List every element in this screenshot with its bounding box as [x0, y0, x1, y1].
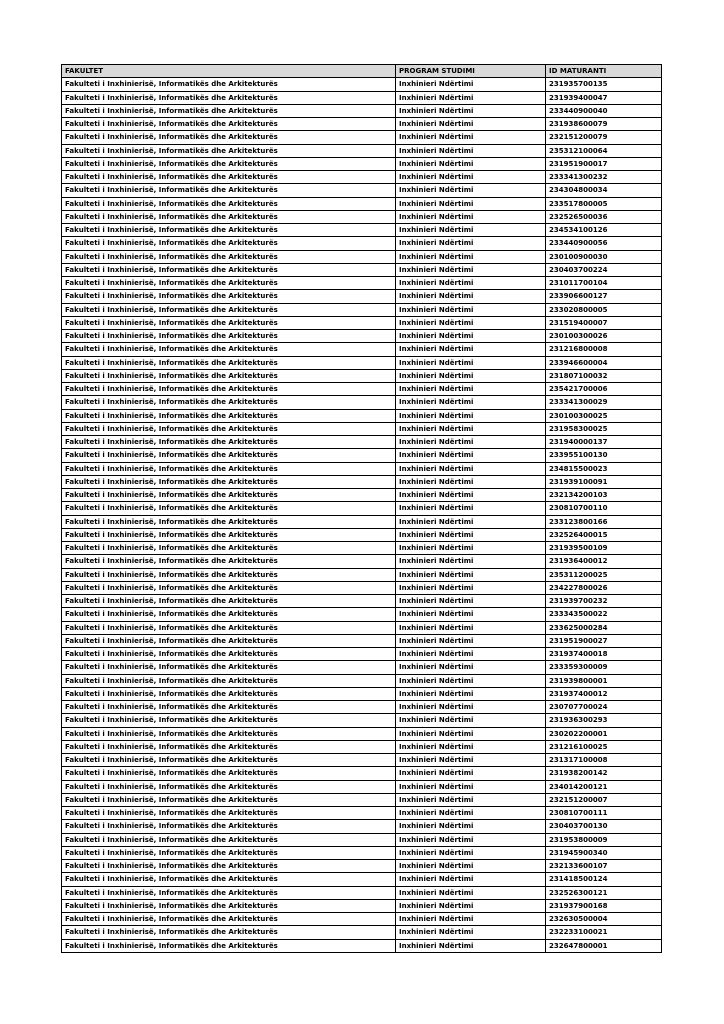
id-cell: 234815500023	[546, 462, 662, 475]
faculty-cell: Fakulteti i Inxhinierisë, Informatikës dhe Arkitekturës	[62, 422, 396, 435]
faculty-cell: Fakulteti i Inxhinierisë, Informatikës dhe Arkitekturës	[62, 833, 396, 846]
program-cell: Inxhinieri Ndërtimi	[396, 886, 546, 899]
table-row	[62, 356, 662, 369]
faculty-cell: Fakulteti i Inxhinierisë, Informatikës dhe Arkitekturës	[62, 489, 396, 502]
program-cell: Inxhinieri Ndërtimi	[396, 714, 546, 727]
table-row	[62, 754, 662, 767]
program-cell: Inxhinieri Ndërtimi	[396, 277, 546, 290]
program-cell: Inxhinieri Ndërtimi	[396, 621, 546, 634]
program-cell: Inxhinieri Ndërtimi	[396, 184, 546, 197]
program-cell: Inxhinieri Ndërtimi	[396, 542, 546, 555]
faculty-cell: Fakulteti i Inxhinierisë, Informatikës dhe Arkitekturës	[62, 860, 396, 873]
faculty-cell: Fakulteti i Inxhinierisë, Informatikës dhe Arkitekturës	[62, 197, 396, 210]
table-row	[62, 91, 662, 104]
program-cell: Inxhinieri Ndërtimi	[396, 422, 546, 435]
program-cell: Inxhinieri Ndërtimi	[396, 807, 546, 820]
program-cell: Inxhinieri Ndërtimi	[396, 118, 546, 131]
table-row	[62, 489, 662, 502]
program-cell: Inxhinieri Ndërtimi	[396, 104, 546, 117]
program-cell: Inxhinieri Ndërtimi	[396, 555, 546, 568]
id-cell: 233020800005	[546, 303, 662, 316]
program-cell: Inxhinieri Ndërtimi	[396, 343, 546, 356]
table-row	[62, 886, 662, 899]
id-cell: 232134200103	[546, 489, 662, 502]
table-row	[62, 873, 662, 886]
faculty-cell: Fakulteti i Inxhinierisë, Informatikës dhe Arkitekturës	[62, 846, 396, 859]
faculty-cell: Fakulteti i Inxhinierisë, Informatikës dhe Arkitekturës	[62, 436, 396, 449]
faculty-cell: Fakulteti i Inxhinierisë, Informatikës dhe Arkitekturës	[62, 687, 396, 700]
id-cell: 231938600079	[546, 118, 662, 131]
table-row	[62, 369, 662, 382]
id-cell: 231945900340	[546, 846, 662, 859]
header-program-studimi: PROGRAM STUDIMI	[396, 65, 546, 78]
table-row	[62, 542, 662, 555]
program-cell: Inxhinieri Ndërtimi	[396, 316, 546, 329]
faculty-cell: Fakulteti i Inxhinierisë, Informatikës dhe Arkitekturës	[62, 621, 396, 634]
program-cell: Inxhinieri Ndërtimi	[396, 754, 546, 767]
id-cell: 231937400012	[546, 687, 662, 700]
table-row	[62, 396, 662, 409]
program-cell: Inxhinieri Ndërtimi	[396, 197, 546, 210]
program-cell: Inxhinieri Ndërtimi	[396, 263, 546, 276]
program-cell: Inxhinieri Ndërtimi	[396, 793, 546, 806]
program-cell: Inxhinieri Ndërtimi	[396, 767, 546, 780]
faculty-cell: Fakulteti i Inxhinierisë, Informatikës dhe Arkitekturës	[62, 396, 396, 409]
id-cell: 231939500109	[546, 542, 662, 555]
id-cell: 232133600107	[546, 860, 662, 873]
program-cell: Inxhinieri Ndërtimi	[396, 648, 546, 661]
id-cell: 230707700024	[546, 701, 662, 714]
id-cell: 231418500124	[546, 873, 662, 886]
program-cell: Inxhinieri Ndërtimi	[396, 873, 546, 886]
id-cell: 231807100032	[546, 369, 662, 382]
faculty-cell: Fakulteti i Inxhinierisë, Informatikës dhe Arkitekturës	[62, 727, 396, 740]
program-cell: Inxhinieri Ndërtimi	[396, 899, 546, 912]
id-cell: 230100300026	[546, 330, 662, 343]
id-cell: 233440900056	[546, 237, 662, 250]
faculty-cell: Fakulteti i Inxhinierisë, Informatikës dhe Arkitekturës	[62, 807, 396, 820]
table-row	[62, 674, 662, 687]
faculty-cell: Fakulteti i Inxhinierisë, Informatikës dhe Arkitekturës	[62, 78, 396, 91]
table-row	[62, 701, 662, 714]
table-row	[62, 648, 662, 661]
id-cell: 232151200007	[546, 793, 662, 806]
program-cell: Inxhinieri Ndërtimi	[396, 528, 546, 541]
id-cell: 231937400018	[546, 648, 662, 661]
id-cell: 233955100130	[546, 449, 662, 462]
faculty-cell: Fakulteti i Inxhinierisë, Informatikës dhe Arkitekturës	[62, 886, 396, 899]
program-cell: Inxhinieri Ndërtimi	[396, 475, 546, 488]
id-cell: 232233100021	[546, 926, 662, 939]
id-cell: 231951900017	[546, 157, 662, 170]
faculty-cell: Fakulteti i Inxhinierisë, Informatikës dhe Arkitekturës	[62, 144, 396, 157]
program-cell: Inxhinieri Ndërtimi	[396, 515, 546, 528]
id-cell: 233517800005	[546, 197, 662, 210]
id-cell: 231939800001	[546, 674, 662, 687]
id-cell: 232647800001	[546, 939, 662, 952]
table-row	[62, 171, 662, 184]
program-cell: Inxhinieri Ndërtimi	[396, 833, 546, 846]
table-row	[62, 184, 662, 197]
id-cell: 234534100126	[546, 224, 662, 237]
id-cell: 231216800008	[546, 343, 662, 356]
id-cell: 235421700006	[546, 383, 662, 396]
faculty-cell: Fakulteti i Inxhinierisë, Informatikës dhe Arkitekturës	[62, 409, 396, 422]
table-row	[62, 833, 662, 846]
table-row	[62, 131, 662, 144]
faculty-cell: Fakulteti i Inxhinierisë, Informatikës dhe Arkitekturës	[62, 714, 396, 727]
id-cell: 233341300029	[546, 396, 662, 409]
id-cell: 234304800034	[546, 184, 662, 197]
table-row	[62, 807, 662, 820]
program-cell: Inxhinieri Ndërtimi	[396, 210, 546, 223]
table-row	[62, 608, 662, 621]
id-cell: 231958300025	[546, 422, 662, 435]
table-row	[62, 422, 662, 435]
program-cell: Inxhinieri Ndërtimi	[396, 396, 546, 409]
faculty-cell: Fakulteti i Inxhinierisë, Informatikës dhe Arkitekturës	[62, 568, 396, 581]
table-row	[62, 144, 662, 157]
id-cell: 230810700111	[546, 807, 662, 820]
table-row	[62, 449, 662, 462]
program-cell: Inxhinieri Ndërtimi	[396, 502, 546, 515]
id-cell: 231937900168	[546, 899, 662, 912]
table-row	[62, 104, 662, 117]
id-cell: 233946600004	[546, 356, 662, 369]
table-row	[62, 634, 662, 647]
id-cell: 234227800026	[546, 581, 662, 594]
id-cell: 230403700224	[546, 263, 662, 276]
id-cell: 231936300293	[546, 714, 662, 727]
faculty-cell: Fakulteti i Inxhinierisë, Informatikës dhe Arkitekturës	[62, 303, 396, 316]
faculty-cell: Fakulteti i Inxhinierisë, Informatikës dhe Arkitekturës	[62, 224, 396, 237]
faculty-cell: Fakulteti i Inxhinierisë, Informatikës dhe Arkitekturës	[62, 356, 396, 369]
program-cell: Inxhinieri Ndërtimi	[396, 157, 546, 170]
table-row	[62, 860, 662, 873]
id-cell: 231953800009	[546, 833, 662, 846]
program-cell: Inxhinieri Ndërtimi	[396, 449, 546, 462]
table-row	[62, 740, 662, 753]
faculty-cell: Fakulteti i Inxhinierisë, Informatikës dhe Arkitekturës	[62, 157, 396, 170]
program-cell: Inxhinieri Ndërtimi	[396, 595, 546, 608]
table-row	[62, 515, 662, 528]
program-cell: Inxhinieri Ndërtimi	[396, 171, 546, 184]
faculty-cell: Fakulteti i Inxhinierisë, Informatikës dhe Arkitekturës	[62, 316, 396, 329]
table-row	[62, 409, 662, 422]
id-cell: 233123800166	[546, 515, 662, 528]
id-cell: 231519400007	[546, 316, 662, 329]
table-row	[62, 939, 662, 952]
id-cell: 233359300009	[546, 661, 662, 674]
program-cell: Inxhinieri Ndërtimi	[396, 568, 546, 581]
id-cell: 231216100025	[546, 740, 662, 753]
table-row	[62, 290, 662, 303]
program-cell: Inxhinieri Ndërtimi	[396, 383, 546, 396]
id-cell: 233625000284	[546, 621, 662, 634]
id-cell: 231011700104	[546, 277, 662, 290]
id-cell: 230403700130	[546, 820, 662, 833]
faculty-cell: Fakulteti i Inxhinierisë, Informatikës dhe Arkitekturës	[62, 475, 396, 488]
program-cell: Inxhinieri Ndërtimi	[396, 780, 546, 793]
table-row	[62, 793, 662, 806]
id-cell: 231317100008	[546, 754, 662, 767]
table-row	[62, 568, 662, 581]
faculty-cell: Fakulteti i Inxhinierisë, Informatikës dhe Arkitekturës	[62, 343, 396, 356]
id-cell: 231951900027	[546, 634, 662, 647]
faculty-cell: Fakulteti i Inxhinierisë, Informatikës dhe Arkitekturës	[62, 581, 396, 594]
header-id-maturanti: ID MATURANTI	[546, 65, 662, 78]
id-cell: 234014200121	[546, 780, 662, 793]
faculty-cell: Fakulteti i Inxhinierisë, Informatikës dhe Arkitekturës	[62, 767, 396, 780]
faculty-cell: Fakulteti i Inxhinierisë, Informatikës dhe Arkitekturës	[62, 118, 396, 131]
table-row	[62, 767, 662, 780]
table-row	[62, 316, 662, 329]
program-cell: Inxhinieri Ndërtimi	[396, 409, 546, 422]
faculty-cell: Fakulteti i Inxhinierisë, Informatikës dhe Arkitekturës	[62, 608, 396, 621]
program-cell: Inxhinieri Ndërtimi	[396, 661, 546, 674]
id-cell: 233341300232	[546, 171, 662, 184]
faculty-cell: Fakulteti i Inxhinierisë, Informatikës dhe Arkitekturës	[62, 383, 396, 396]
program-cell: Inxhinieri Ndërtimi	[396, 608, 546, 621]
program-cell: Inxhinieri Ndërtimi	[396, 939, 546, 952]
program-cell: Inxhinieri Ndërtimi	[396, 91, 546, 104]
table-row	[62, 330, 662, 343]
id-cell: 230100900030	[546, 250, 662, 263]
program-cell: Inxhinieri Ndërtimi	[396, 701, 546, 714]
table-row	[62, 383, 662, 396]
table-row	[62, 237, 662, 250]
id-cell: 231936400012	[546, 555, 662, 568]
table-row	[62, 621, 662, 634]
program-cell: Inxhinieri Ndërtimi	[396, 687, 546, 700]
program-cell: Inxhinieri Ndërtimi	[396, 78, 546, 91]
program-cell: Inxhinieri Ndërtimi	[396, 860, 546, 873]
faculty-cell: Fakulteti i Inxhinierisë, Informatikës dhe Arkitekturës	[62, 913, 396, 926]
table-row	[62, 714, 662, 727]
program-cell: Inxhinieri Ndërtimi	[396, 727, 546, 740]
faculty-cell: Fakulteti i Inxhinierisë, Informatikës dhe Arkitekturës	[62, 648, 396, 661]
program-cell: Inxhinieri Ndërtimi	[396, 131, 546, 144]
faculty-cell: Fakulteti i Inxhinierisë, Informatikës dhe Arkitekturës	[62, 449, 396, 462]
id-cell: 231938200142	[546, 767, 662, 780]
table-row	[62, 926, 662, 939]
faculty-cell: Fakulteti i Inxhinierisë, Informatikës dhe Arkitekturës	[62, 595, 396, 608]
faculty-cell: Fakulteti i Inxhinierisë, Informatikës dhe Arkitekturës	[62, 873, 396, 886]
students-table	[61, 64, 662, 953]
faculty-cell: Fakulteti i Inxhinierisë, Informatikës dhe Arkitekturës	[62, 502, 396, 515]
id-cell: 232151200079	[546, 131, 662, 144]
id-cell: 231940000137	[546, 436, 662, 449]
table-row	[62, 263, 662, 276]
faculty-cell: Fakulteti i Inxhinierisë, Informatikës dhe Arkitekturës	[62, 277, 396, 290]
table-row	[62, 913, 662, 926]
id-cell: 230810700110	[546, 502, 662, 515]
program-cell: Inxhinieri Ndërtimi	[396, 462, 546, 475]
program-cell: Inxhinieri Ndërtimi	[396, 369, 546, 382]
table-row	[62, 78, 662, 91]
faculty-cell: Fakulteti i Inxhinierisë, Informatikës dhe Arkitekturës	[62, 237, 396, 250]
faculty-cell: Fakulteti i Inxhinierisë, Informatikës dhe Arkitekturës	[62, 171, 396, 184]
program-cell: Inxhinieri Ndërtimi	[396, 356, 546, 369]
table-row	[62, 343, 662, 356]
id-cell: 231939100091	[546, 475, 662, 488]
faculty-cell: Fakulteti i Inxhinierisë, Informatikës dhe Arkitekturës	[62, 250, 396, 263]
faculty-cell: Fakulteti i Inxhinierisë, Informatikës dhe Arkitekturës	[62, 939, 396, 952]
faculty-cell: Fakulteti i Inxhinierisë, Informatikës dhe Arkitekturës	[62, 780, 396, 793]
table-row	[62, 528, 662, 541]
id-cell: 232526500036	[546, 210, 662, 223]
table-header-row	[62, 65, 662, 78]
faculty-cell: Fakulteti i Inxhinierisë, Informatikës dhe Arkitekturës	[62, 661, 396, 674]
id-cell: 235312100064	[546, 144, 662, 157]
table-row	[62, 502, 662, 515]
program-cell: Inxhinieri Ndërtimi	[396, 144, 546, 157]
program-cell: Inxhinieri Ndërtimi	[396, 436, 546, 449]
id-cell: 233440900040	[546, 104, 662, 117]
faculty-cell: Fakulteti i Inxhinierisë, Informatikës dhe Arkitekturës	[62, 462, 396, 475]
id-cell: 230100300025	[546, 409, 662, 422]
faculty-cell: Fakulteti i Inxhinierisë, Informatikës dhe Arkitekturës	[62, 515, 396, 528]
id-cell: 231939700232	[546, 595, 662, 608]
id-cell: 233343500022	[546, 608, 662, 621]
faculty-cell: Fakulteti i Inxhinierisë, Informatikës dhe Arkitekturës	[62, 330, 396, 343]
table-row	[62, 210, 662, 223]
table-row	[62, 224, 662, 237]
faculty-cell: Fakulteti i Inxhinierisë, Informatikës dhe Arkitekturës	[62, 926, 396, 939]
program-cell: Inxhinieri Ndërtimi	[396, 290, 546, 303]
header-fakultet: FAKULTET	[62, 65, 396, 78]
table-row	[62, 277, 662, 290]
faculty-cell: Fakulteti i Inxhinierisë, Informatikës dhe Arkitekturës	[62, 555, 396, 568]
table-row	[62, 687, 662, 700]
faculty-cell: Fakulteti i Inxhinierisë, Informatikës dhe Arkitekturës	[62, 740, 396, 753]
program-cell: Inxhinieri Ndërtimi	[396, 926, 546, 939]
program-cell: Inxhinieri Ndërtimi	[396, 224, 546, 237]
id-cell: 235311200025	[546, 568, 662, 581]
faculty-cell: Fakulteti i Inxhinierisë, Informatikës dhe Arkitekturës	[62, 263, 396, 276]
faculty-cell: Fakulteti i Inxhinierisë, Informatikës dhe Arkitekturës	[62, 210, 396, 223]
table-row	[62, 157, 662, 170]
table-row	[62, 727, 662, 740]
faculty-cell: Fakulteti i Inxhinierisë, Informatikës dhe Arkitekturës	[62, 899, 396, 912]
faculty-cell: Fakulteti i Inxhinierisë, Informatikës dhe Arkitekturës	[62, 131, 396, 144]
table-row	[62, 303, 662, 316]
table-row	[62, 595, 662, 608]
program-cell: Inxhinieri Ndërtimi	[396, 846, 546, 859]
program-cell: Inxhinieri Ndërtimi	[396, 674, 546, 687]
faculty-cell: Fakulteti i Inxhinierisë, Informatikës dhe Arkitekturës	[62, 754, 396, 767]
faculty-cell: Fakulteti i Inxhinierisë, Informatikës dhe Arkitekturës	[62, 674, 396, 687]
program-cell: Inxhinieri Ndërtimi	[396, 581, 546, 594]
id-cell: 232526400015	[546, 528, 662, 541]
faculty-cell: Fakulteti i Inxhinierisë, Informatikës dhe Arkitekturës	[62, 369, 396, 382]
id-cell: 232526300121	[546, 886, 662, 899]
table-row	[62, 899, 662, 912]
table-row	[62, 820, 662, 833]
table-row	[62, 197, 662, 210]
program-cell: Inxhinieri Ndërtimi	[396, 740, 546, 753]
id-cell: 233906600127	[546, 290, 662, 303]
faculty-cell: Fakulteti i Inxhinierisë, Informatikës dhe Arkitekturës	[62, 290, 396, 303]
program-cell: Inxhinieri Ndërtimi	[396, 634, 546, 647]
faculty-cell: Fakulteti i Inxhinierisë, Informatikës dhe Arkitekturës	[62, 634, 396, 647]
program-cell: Inxhinieri Ndërtimi	[396, 250, 546, 263]
id-cell: 230202200001	[546, 727, 662, 740]
table-row	[62, 462, 662, 475]
table-row	[62, 780, 662, 793]
table-row	[62, 846, 662, 859]
faculty-cell: Fakulteti i Inxhinierisë, Informatikës dhe Arkitekturës	[62, 793, 396, 806]
table-row	[62, 118, 662, 131]
table-row	[62, 661, 662, 674]
faculty-cell: Fakulteti i Inxhinierisë, Informatikës dhe Arkitekturës	[62, 820, 396, 833]
program-cell: Inxhinieri Ndërtimi	[396, 237, 546, 250]
table-row	[62, 250, 662, 263]
faculty-cell: Fakulteti i Inxhinierisë, Informatikës dhe Arkitekturës	[62, 184, 396, 197]
table-row	[62, 555, 662, 568]
program-cell: Inxhinieri Ndërtimi	[396, 820, 546, 833]
faculty-cell: Fakulteti i Inxhinierisë, Informatikës dhe Arkitekturës	[62, 91, 396, 104]
faculty-cell: Fakulteti i Inxhinierisë, Informatikës dhe Arkitekturës	[62, 701, 396, 714]
faculty-cell: Fakulteti i Inxhinierisë, Informatikës dhe Arkitekturës	[62, 542, 396, 555]
table-row	[62, 436, 662, 449]
table-row	[62, 581, 662, 594]
faculty-cell: Fakulteti i Inxhinierisë, Informatikës dhe Arkitekturës	[62, 528, 396, 541]
program-cell: Inxhinieri Ndërtimi	[396, 913, 546, 926]
id-cell: 231939400047	[546, 91, 662, 104]
faculty-cell: Fakulteti i Inxhinierisë, Informatikës dhe Arkitekturës	[62, 104, 396, 117]
program-cell: Inxhinieri Ndërtimi	[396, 330, 546, 343]
program-cell: Inxhinieri Ndërtimi	[396, 489, 546, 502]
id-cell: 232630500004	[546, 913, 662, 926]
table-row	[62, 475, 662, 488]
program-cell: Inxhinieri Ndërtimi	[396, 303, 546, 316]
id-cell: 231935700135	[546, 78, 662, 91]
table-body	[62, 78, 662, 953]
